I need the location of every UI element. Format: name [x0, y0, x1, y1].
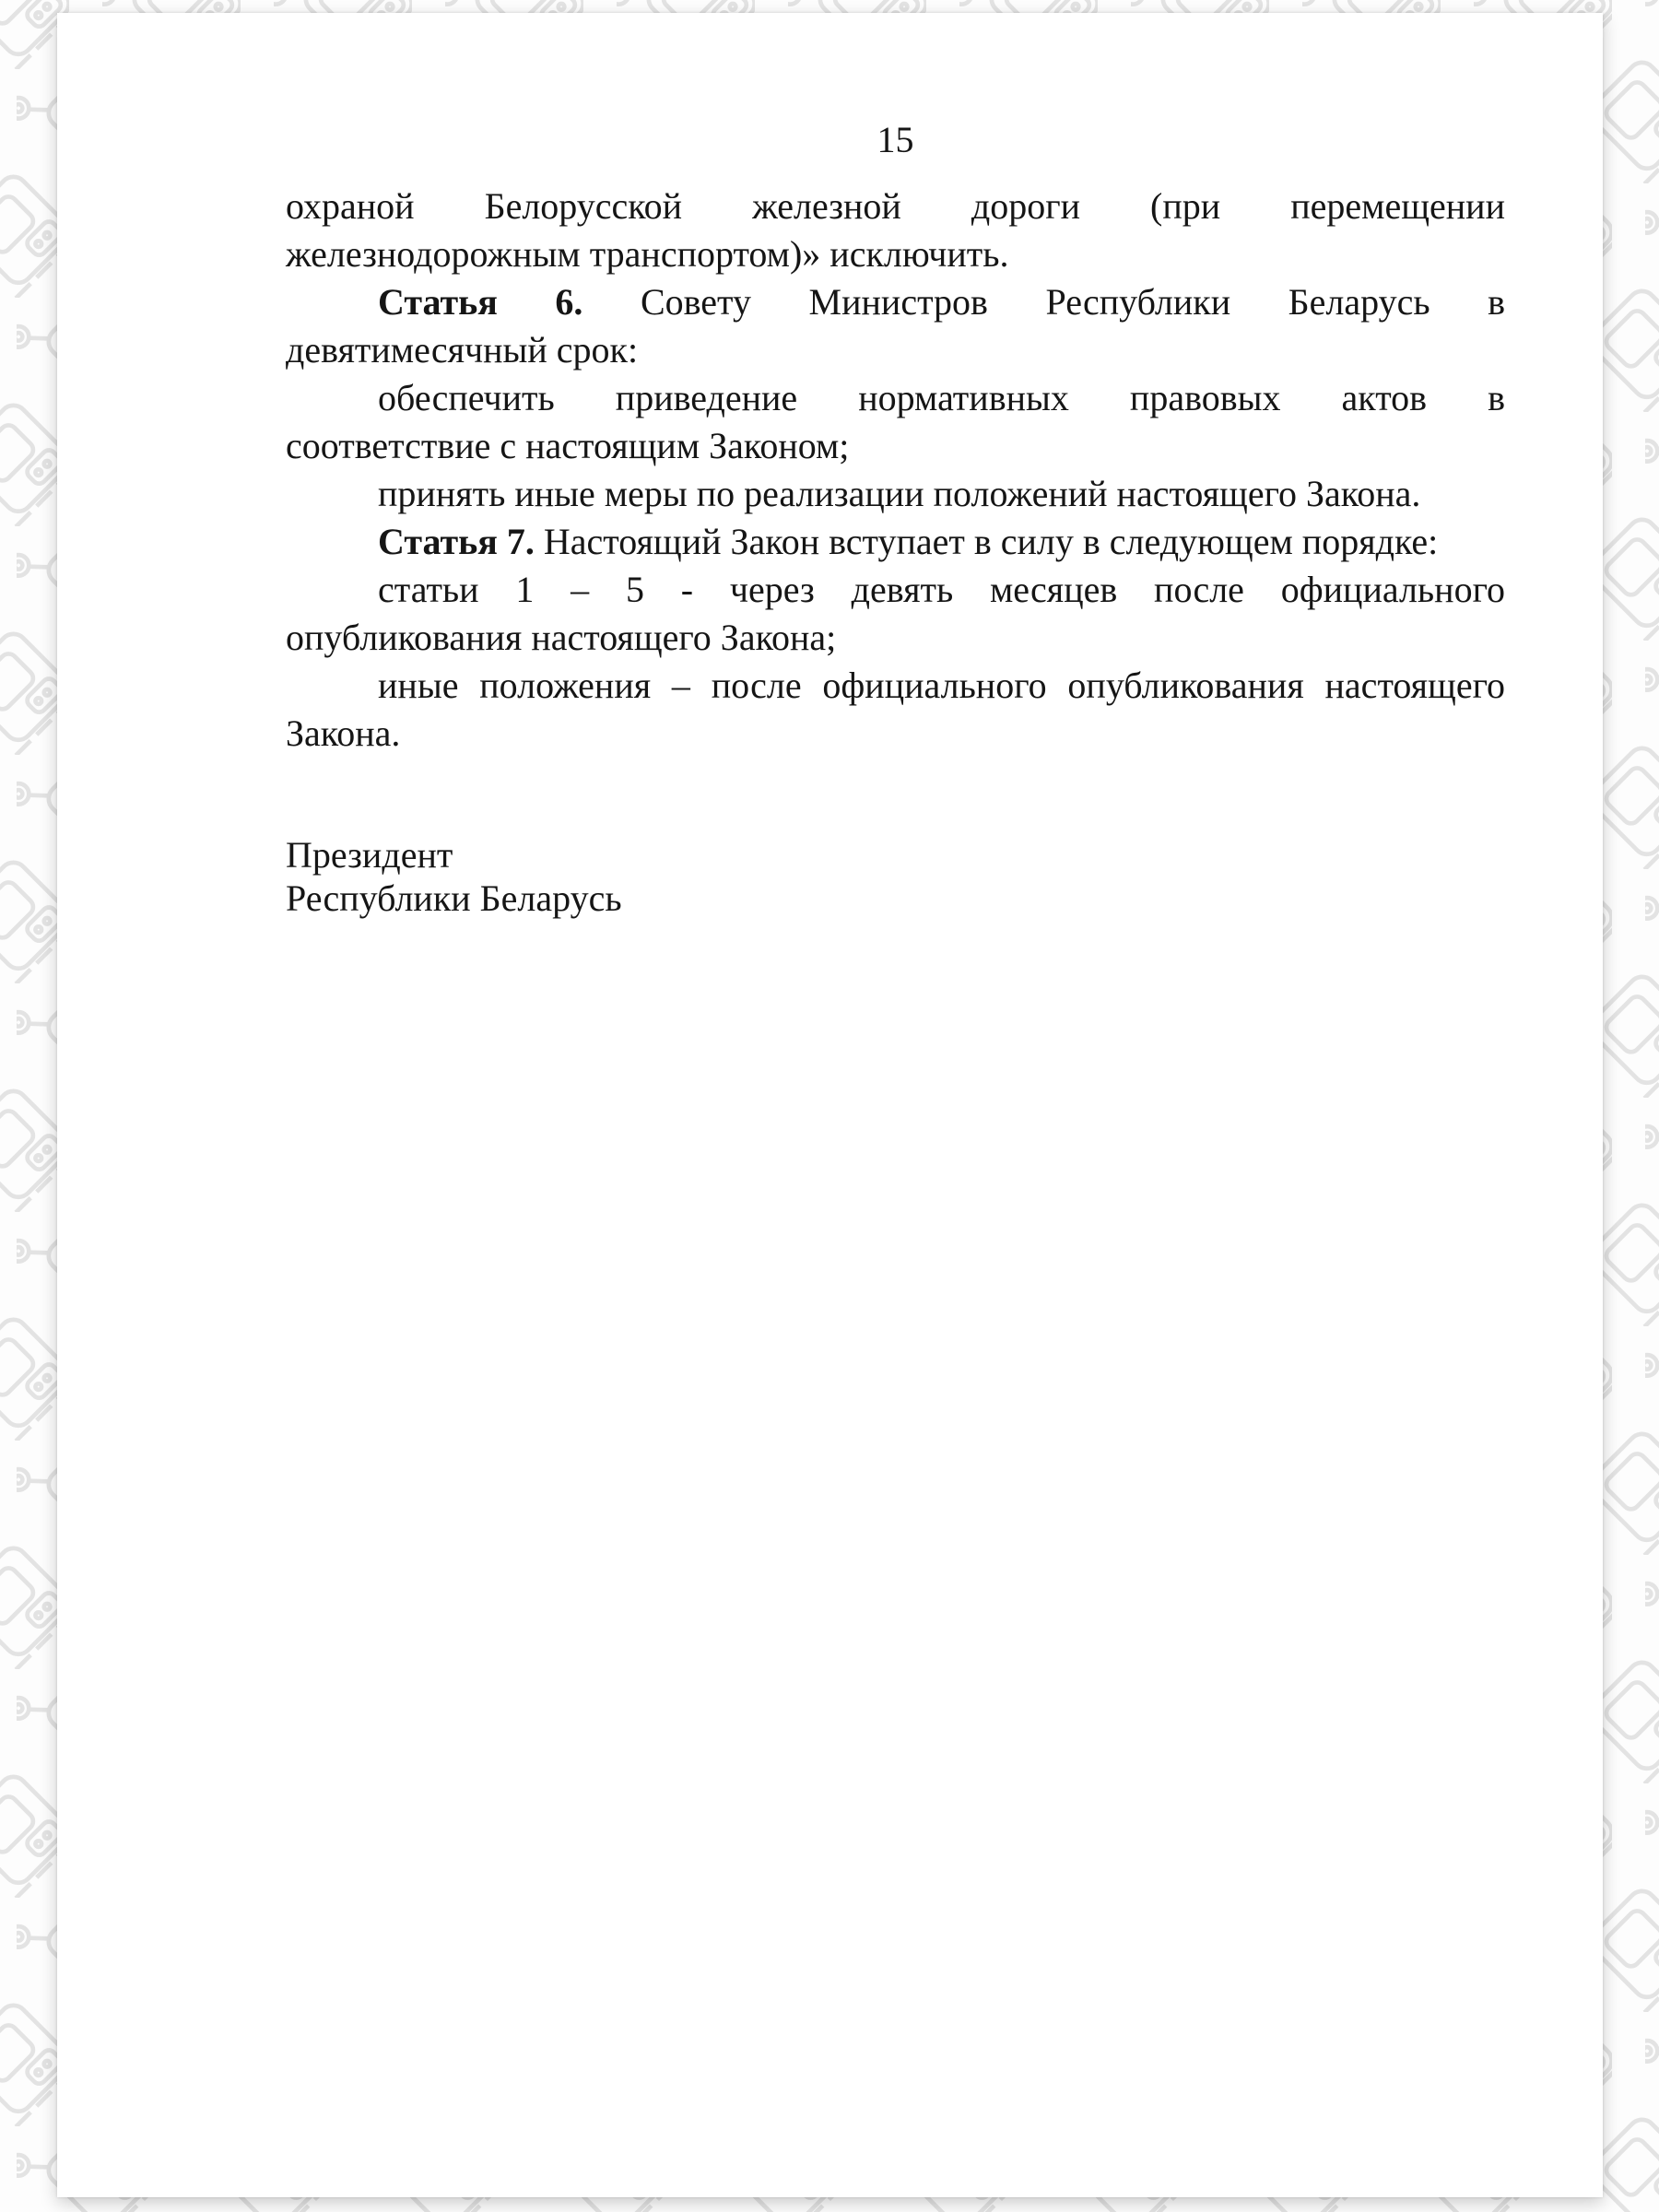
article-label: Статья 6.: [378, 281, 583, 323]
text-line: железнодорожным транспортом)» исключить.: [286, 233, 1009, 275]
text-line: девятимесячный срок:: [286, 329, 639, 371]
paragraph: [286, 374, 1505, 470]
document-page: [57, 13, 1603, 2197]
article-label: Статья 7.: [378, 521, 535, 562]
text-line: Статья 7. Настоящий Закон вступает в силу в следующем порядке:: [378, 521, 1439, 562]
paragraph: [286, 278, 1505, 374]
signature-title: Президент: [286, 834, 453, 876]
page-number: 15: [877, 119, 914, 160]
paragraph: [286, 470, 1505, 518]
text-line: статьи 1 – 5 - через девять месяцев после официального: [378, 569, 1505, 610]
document-content: [57, 13, 1603, 920]
text-line: опубликования настоящего Закона;: [286, 617, 837, 658]
paragraph: [286, 182, 1505, 278]
document-body: [286, 182, 1505, 758]
paragraph: [286, 566, 1505, 662]
text-line: принять иные меры по реализации положений настоящего Закона.: [378, 473, 1421, 514]
text-line: Закона.: [286, 712, 401, 754]
text-line: соответствие с настоящим Законом;: [286, 425, 850, 466]
paragraph: [286, 518, 1505, 566]
text-line: обеспечить приведение нормативных правовых актов в: [378, 377, 1505, 418]
signature-block: [286, 833, 1505, 920]
signature-org: Республики Беларусь: [286, 877, 622, 919]
paragraph: [286, 662, 1505, 758]
text-line: иные положения – после официального опубликования настоящего: [378, 665, 1505, 706]
text-line: Статья 6. Совету Министров Республики Беларусь в: [378, 281, 1505, 323]
text-line: охраной Белорусской железной дороги (при перемещении: [286, 185, 1505, 227]
